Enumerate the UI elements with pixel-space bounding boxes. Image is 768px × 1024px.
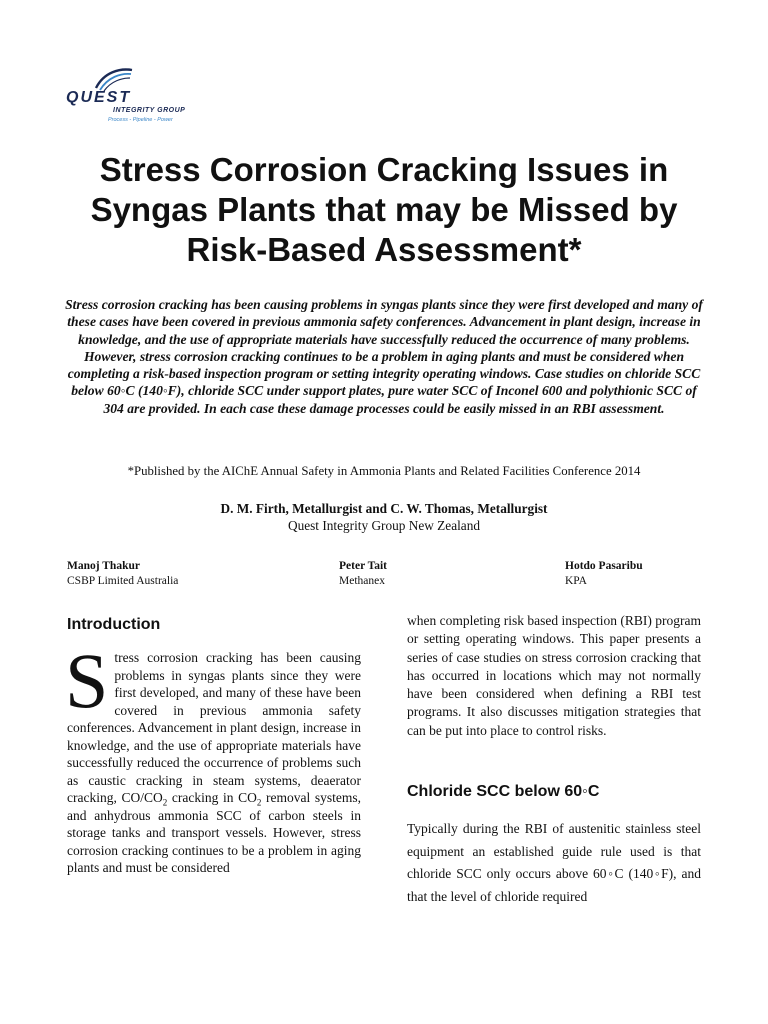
publication-note: *Published by the AIChE Annual Safety in Ammonia Plants and Related Facilities Conference 2014 <box>127 464 641 478</box>
coauthor-org: CSBP Limited Australia <box>67 575 179 587</box>
subscript: 2 <box>162 797 168 808</box>
introduction-continued <box>407 612 701 740</box>
coauthor-name: Hotdo Pasaribu <box>565 560 643 572</box>
logo-subtitle: INTEGRITY GROUP <box>113 107 186 114</box>
subscript: 2 <box>256 797 262 808</box>
chloride-section-heading: Chloride SCC below 60◦C <box>407 783 600 800</box>
title-line-1: Stress Corrosion Cracking Issues in <box>99 151 669 188</box>
intro-text-part-3: removal systems, and anhydrous ammonia SCC of carbon steels in storage tanks and transport vessels. However, stress corrosion cracking continues to be a problem in aging plants and must be considered <box>67 790 361 875</box>
logo-name: QUEST <box>66 89 132 106</box>
drop-cap: S <box>65 637 109 724</box>
authors: D. M. Firth, Metallurgist and C. W. Thomas, Metallurgist <box>220 501 548 516</box>
coauthor-1 <box>67 559 178 589</box>
coauthor-3 <box>565 559 643 589</box>
chloride-paragraph: Typically during the RBI of austenitic stainless steel equipment an established guide rule used is that chloride SCC only occurs above 60◦C (140◦F), and that the level of chloride required <box>407 821 701 904</box>
intro-continued-paragraph: when completing risk based inspection (RBI) program or setting operating windows. This paper presents a series of case studies on stress corrosion cracking that has occurred in locations which may not normally have been considered when defining a RBI test programs. It also discusses mitigation strategies that can be put into place to control risks. <box>407 613 701 738</box>
intro-text-part-2: cracking in CO <box>167 790 257 805</box>
coauthor-org: KPA <box>565 575 587 587</box>
introduction-heading: Introduction <box>67 616 161 633</box>
paper-title <box>40 150 728 270</box>
coauthor-2 <box>339 559 387 589</box>
introduction-body <box>65 637 361 877</box>
abstract: Stress corrosion cracking has been causing problems in syngas plants since they were first developed and many of these cases have been covered in previous ammonia safety conferences. Advancement in plant design, increase in knowledge, and the use of appropriate materials have successfully reduced the occurrence of many problems. However, stress corrosion cracking continues to be a problem in aging plants and must be considered when completing a risk-based inspection program or setting integrity operating windows. Case studies on chloride SCC below 60◦C (140◦F), chloride SCC under support plates, pure water SCC of Inconel 600 and polythionic SCC of 304 are provided. In each case these damage processes could be easily missed in an RBI assessment. <box>65 297 703 416</box>
chloride-section-body <box>407 818 701 908</box>
title-line-2: Syngas Plants that may be Missed by <box>90 191 678 228</box>
coauthor-name: Peter Tait <box>339 560 388 572</box>
coauthor-name: Manoj Thakur <box>67 560 140 572</box>
intro-text-part-1: tress corrosion cracking has been causing problems in syngas plants since they were first developed, and many of these have been covered in previous ammonia safety conferences. Advancement in plant design, increase in knowledge, and the use of appropriate materials have successfully reduced the occurrence of problems such as caustic cracking in steam systems, deaerator cracking, CO/CO <box>67 650 361 805</box>
logo-tagline: Process - Pipeline - Power <box>108 117 173 123</box>
affiliation: Quest Integrity Group New Zealand <box>287 518 480 533</box>
company-logo <box>66 66 206 128</box>
coauthor-org: Methanex <box>339 575 385 587</box>
title-line-3: Risk-Based Assessment* <box>186 231 582 268</box>
